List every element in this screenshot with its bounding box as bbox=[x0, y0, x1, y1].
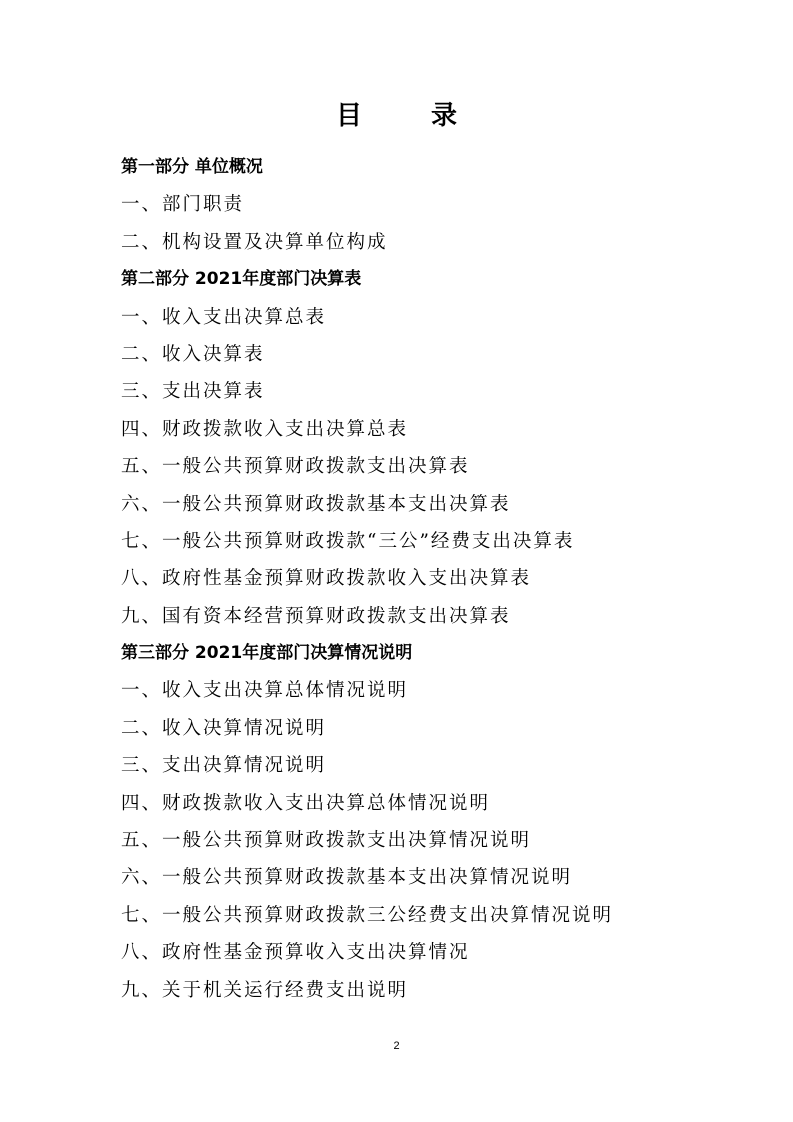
toc-item: 一、部门职责 bbox=[121, 194, 245, 216]
toc-part-heading: 第一部分 单位概况 bbox=[121, 157, 263, 177]
toc-item: 四、财政拨款收入支出决算总表 bbox=[121, 418, 409, 440]
toc-item: 二、收入决算表 bbox=[121, 343, 265, 365]
toc-part-heading: 第三部分 2021年度部门决算情况说明 bbox=[121, 643, 413, 664]
toc-item: 二、收入决算情况说明 bbox=[121, 717, 327, 739]
toc-part-heading: 第二部分 2021年度部门决算表 bbox=[121, 269, 362, 290]
toc-item: 五、一般公共预算财政拨款支出决算表 bbox=[121, 456, 470, 478]
toc-item: 六、一般公共预算财政拨款基本支出决算情况说明 bbox=[121, 867, 573, 889]
toc-item: 三、支出决算表 bbox=[121, 381, 265, 403]
toc-item: 五、一般公共预算财政拨款支出决算情况说明 bbox=[121, 830, 532, 852]
toc-item: 九、关于机关运行经费支出说明 bbox=[121, 979, 409, 1001]
toc-item: 七、一般公共预算财政拨款“三公”经费支出决算表 bbox=[121, 530, 575, 552]
toc-item: 六、一般公共预算财政拨款基本支出决算表 bbox=[121, 493, 511, 515]
toc-item: 八、政府性基金预算财政拨款收入支出决算表 bbox=[121, 568, 532, 590]
page-title: 目 录 bbox=[335, 101, 488, 131]
toc-item: 八、政府性基金预算收入支出决算情况 bbox=[121, 942, 470, 964]
toc-item: 一、收入支出决算总体情况说明 bbox=[121, 680, 409, 702]
toc-item: 三、支出决算情况说明 bbox=[121, 755, 327, 777]
toc-item: 四、财政拨款收入支出决算总体情况说明 bbox=[121, 792, 491, 814]
toc-item: 一、收入支出决算总表 bbox=[121, 306, 327, 328]
toc-item: 二、机构设置及决算单位构成 bbox=[121, 231, 388, 253]
toc-item: 七、一般公共预算财政拨款三公经费支出决算情况说明 bbox=[121, 904, 614, 926]
page-number: 2 bbox=[393, 1040, 400, 1052]
toc-item: 九、国有资本经营预算财政拨款支出决算表 bbox=[121, 605, 511, 627]
table-of-contents bbox=[121, 149, 721, 1009]
